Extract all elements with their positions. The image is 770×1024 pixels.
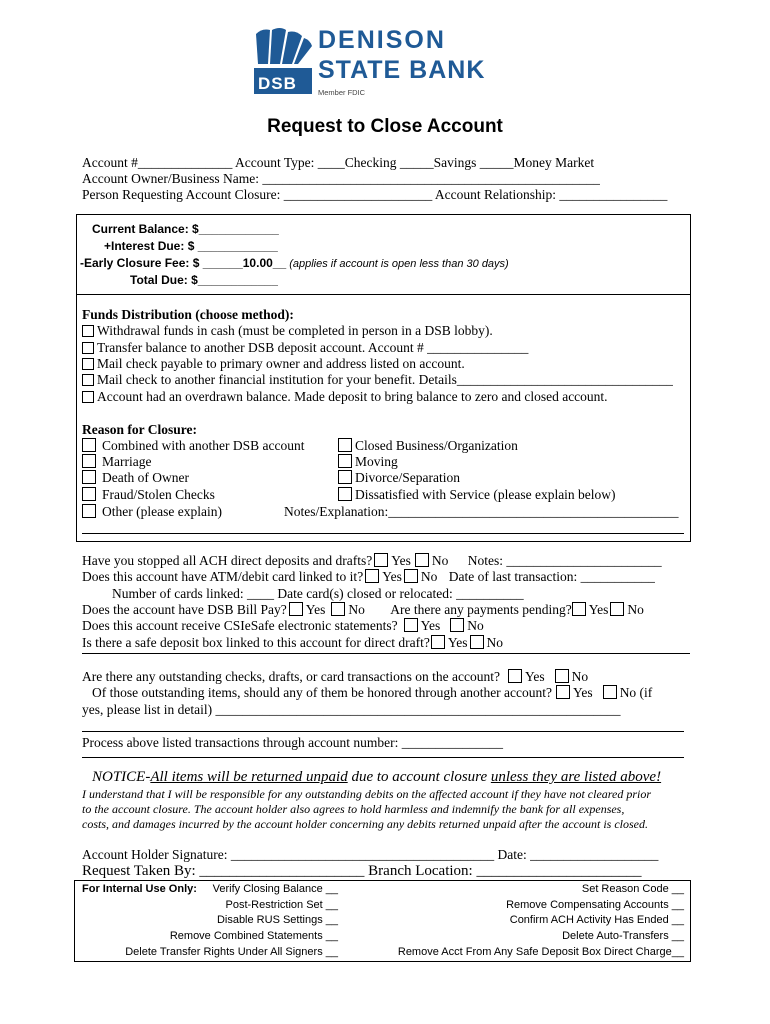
internal-label: For Internal Use Only: — [82, 883, 197, 895]
question-outstanding: Are there any outstanding checks, drafts, or card transactions on the account? Yes No — [82, 669, 589, 684]
funds-option[interactable]: Mail check payable to primary owner and address listed on account. — [82, 356, 465, 372]
divider — [82, 757, 684, 758]
checkbox[interactable] — [338, 487, 352, 501]
funds-option[interactable]: Account had an overdrawn balance. Made deposit to bring balance to zero and closed account. — [82, 389, 608, 405]
internal-task[interactable]: Verify Closing Balance __ — [212, 883, 338, 895]
no-checkbox[interactable] — [610, 602, 624, 616]
interest-due[interactable]: +Interest Due: $ ____________ — [104, 239, 278, 253]
logo-line1: DENISON — [318, 26, 446, 54]
page-title: Request to Close Account — [267, 116, 503, 137]
logo-line2: STATE BANK — [318, 56, 486, 84]
yes-checkbox[interactable] — [374, 553, 388, 567]
funds-option[interactable]: Mail check to another financial institution for your benefit. Details________________________________ — [82, 372, 673, 388]
no-checkbox[interactable] — [470, 635, 484, 649]
header-row-account[interactable]: Account #______________ Account Type: ____Checking _____Savings _____Money Market — [82, 155, 595, 170]
question-atm: Does this account have ATM/debit card linked to it? Yes No Date of last transaction: ___________ — [82, 569, 655, 584]
internal-task[interactable]: Delete Auto-Transfers __ — [562, 930, 684, 942]
internal-task[interactable]: Remove Combined Statements __ — [169, 930, 338, 942]
header-row-owner[interactable]: Account Owner/Business Name: __________________________________________________ — [82, 171, 600, 186]
fee-note: (applies if account is open less than 30 days) — [286, 258, 509, 270]
internal-task[interactable]: Remove Acct From Any Safe Deposit Box Direct Charge__ — [397, 946, 684, 958]
yes-checkbox[interactable] — [572, 602, 586, 616]
request-taken-field[interactable]: Request Taken By: ______________________ Branch Location: ______________________ — [82, 863, 642, 879]
checkbox[interactable] — [82, 504, 96, 518]
divider — [82, 653, 690, 654]
signature-field[interactable]: Account Holder Signature: _______________________________________ Date: ___________________ — [82, 847, 659, 862]
question-safe-deposit: Is there a safe deposit box linked to this account for direct draft? Yes No — [82, 635, 504, 650]
internal-task[interactable]: Disable RUS Settings __ — [216, 914, 338, 926]
checkbox[interactable] — [338, 438, 352, 452]
total-due[interactable]: Total Due: $____________ — [130, 273, 278, 287]
logo-fdic: Member FDIC — [318, 88, 366, 97]
internal-task[interactable]: Set Reason Code __ — [581, 883, 684, 895]
checkbox[interactable] — [82, 325, 94, 337]
internal-task[interactable]: Confirm ACH Activity Has Ended __ — [509, 914, 684, 926]
checkbox[interactable] — [82, 374, 94, 386]
question-cards[interactable]: Number of cards linked: ____ Date card(s) closed or relocated: __________ — [112, 586, 524, 601]
ach-notes-field[interactable]: Notes: _______________________ — [467, 553, 662, 568]
yes-checkbox[interactable] — [556, 685, 570, 699]
funds-heading: Funds Distribution (choose method): — [82, 307, 294, 322]
notice-body-line: costs, and damages incurred by the account holder concerning any debits returned unpaid after the account is closed. — [82, 817, 649, 831]
checkbox[interactable] — [82, 470, 96, 484]
fee-value[interactable]: ______10.00__ — [202, 256, 287, 270]
yes-checkbox[interactable] — [508, 669, 522, 683]
reason-option[interactable]: Moving — [338, 454, 398, 470]
process-account-field[interactable]: Process above listed transactions through account number: _______________ — [82, 735, 504, 750]
yes-checkbox[interactable] — [404, 618, 418, 632]
notice-heading: NOTICE-All items will be returned unpaid due to account closure unless they are listed above! — [92, 769, 662, 785]
internal-task[interactable]: Delete Transfer Rights Under All Signers __ — [125, 946, 338, 958]
no-checkbox[interactable] — [555, 669, 569, 683]
notes-line — [82, 533, 684, 534]
internal-task[interactable]: Remove Compensating Accounts __ — [506, 899, 684, 911]
notice-body-line: to the account closure. The account holder also agrees to hold harmless and indemnify the bank for all expenses, — [82, 802, 625, 816]
yes-checkbox[interactable] — [365, 569, 379, 583]
reason-option[interactable]: Dissatisfied with Service (please explain below) — [338, 487, 616, 503]
notice-body-line: I understand that I will be responsible for any outstanding debits on the affected account if they have not cleared prior — [82, 787, 652, 801]
question-honored: Of those outstanding items, should any of them be honored through another account? Yes No (if — [92, 685, 653, 700]
reason-option[interactable]: Divorce/Separation — [338, 470, 460, 486]
checkbox[interactable] — [82, 438, 96, 452]
checkbox[interactable] — [82, 358, 94, 370]
no-checkbox[interactable] — [331, 602, 345, 616]
reason-option[interactable]: Other (please explain) — [82, 504, 222, 520]
reason-option[interactable]: Closed Business/Organization — [338, 438, 518, 454]
early-closure-fee — [80, 256, 509, 270]
outstanding-detail-field[interactable]: yes, please list in detail) ____________________________________________________________ — [82, 702, 621, 717]
reason-option[interactable]: Combined with another DSB account — [82, 438, 304, 454]
fee-label: -Early Closure Fee: $ — [80, 256, 203, 270]
checkbox[interactable] — [338, 470, 352, 484]
current-balance[interactable]: Current Balance: $____________ — [92, 222, 279, 236]
checkbox[interactable] — [82, 454, 96, 468]
no-checkbox[interactable] — [450, 618, 464, 632]
checkbox[interactable] — [338, 454, 352, 468]
no-checkbox[interactable] — [603, 685, 617, 699]
question-ach: Have you stopped all ACH direct deposits and drafts? Yes No Notes: _______________________ — [82, 553, 662, 568]
internal-task[interactable]: Post-Restriction Set __ — [225, 899, 338, 911]
yes-checkbox[interactable] — [289, 602, 303, 616]
last-transaction-field[interactable]: Date of last transaction: ___________ — [448, 569, 655, 584]
header-row-requester[interactable]: Person Requesting Account Closure: ______________________ Account Relationship: ________________ — [82, 187, 668, 202]
yes-checkbox[interactable] — [431, 635, 445, 649]
question-billpay: Does the account have DSB Bill Pay? Yes No Are there any payments pending? Yes No — [82, 602, 644, 617]
reason-option[interactable]: Marriage — [82, 454, 151, 470]
checkbox[interactable] — [82, 342, 94, 354]
reason-option[interactable]: Fraud/Stolen Checks — [82, 487, 215, 503]
bank-logo — [252, 26, 522, 100]
reason-option[interactable]: Death of Owner — [82, 470, 189, 486]
checkbox[interactable] — [82, 487, 96, 501]
logo-mark-text: DSB — [258, 74, 297, 93]
checkbox[interactable] — [82, 391, 94, 403]
detail-line — [82, 731, 684, 732]
question-csiesafe: Does this account receive CSIeSafe electronic statements? Yes No — [82, 618, 484, 633]
reason-heading: Reason for Closure: — [82, 422, 197, 437]
divider — [76, 294, 691, 295]
no-checkbox[interactable] — [404, 569, 418, 583]
notes-explanation-field[interactable]: Notes/Explanation:___________________________________________ — [284, 504, 679, 519]
funds-option[interactable]: Transfer balance to another DSB deposit account. Account # _______________ — [82, 340, 528, 356]
no-checkbox[interactable] — [415, 553, 429, 567]
funds-option[interactable]: Withdrawal funds in cash (must be completed in person in a DSB lobby). — [82, 323, 493, 339]
